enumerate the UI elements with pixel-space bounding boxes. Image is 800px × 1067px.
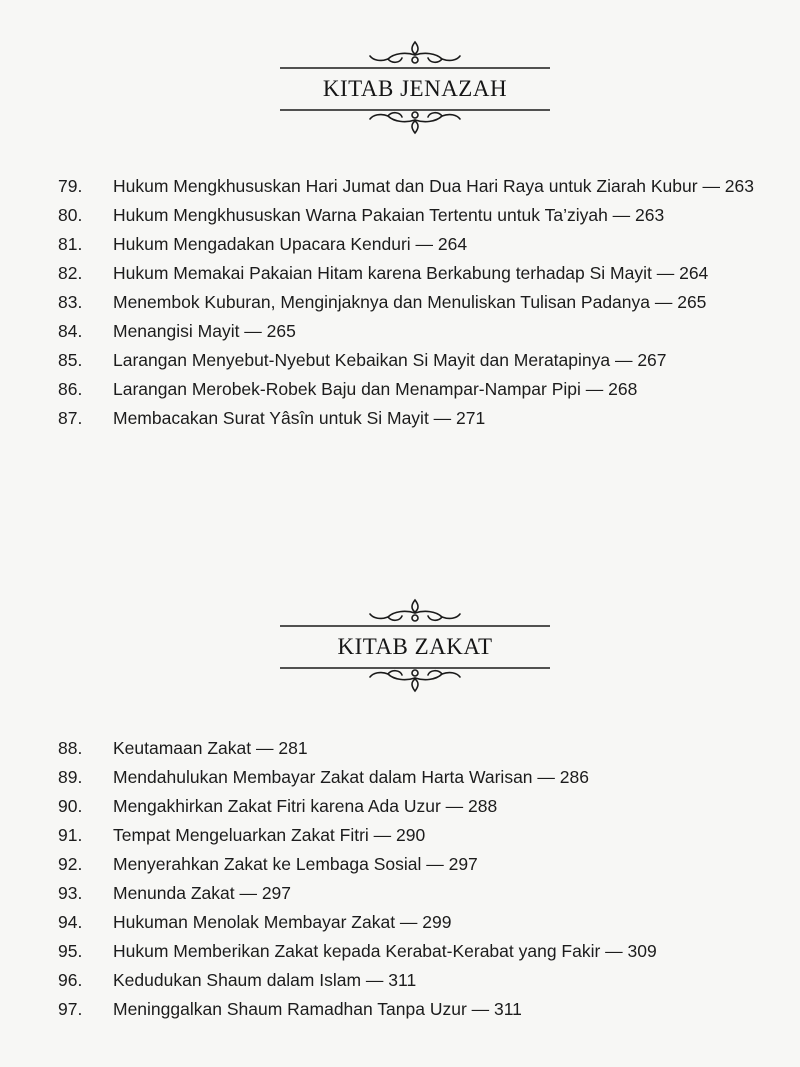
entry-title: Tempat Mengeluarkan Zakat Fitri — 290 (113, 825, 426, 845)
entry-number: 80. (58, 205, 83, 225)
entry-number: 89. (58, 767, 83, 787)
entry-title: Meninggalkan Shaum Ramadhan Tanpa Uzur — 311 (113, 999, 522, 1019)
entry-number: 91. (58, 825, 83, 845)
toc-entry[interactable] (58, 404, 778, 433)
entry-title: Menunda Zakat — 297 (113, 883, 292, 903)
entry-title: Hukum Memberikan Zakat kepada Kerabat-Kerabat yang Fakir — 309 (113, 941, 657, 961)
entry-title: Mengakhirkan Zakat Fitri karena Ada Uzur — 288 (113, 796, 498, 816)
entry-number: 90. (58, 796, 83, 816)
toc-entry[interactable] (58, 937, 778, 966)
section-heading-jenazah (280, 38, 550, 138)
entry-number: 86. (58, 379, 83, 399)
section-heading-zakat (280, 596, 550, 696)
toc-entry[interactable] (58, 230, 778, 259)
entry-title: Hukuman Menolak Membayar Zakat — 299 (113, 912, 452, 932)
toc-entry[interactable] (58, 763, 778, 792)
toc-entry[interactable] (58, 821, 778, 850)
entry-number: 82. (58, 263, 83, 283)
entry-title: Kedudukan Shaum dalam Islam — 311 (113, 970, 417, 990)
entry-title: Hukum Memakai Pakaian Hitam karena Berkabung terhadap Si Mayit — 264 (113, 263, 709, 283)
section-title: KITAB JENAZAH (322, 76, 508, 101)
entry-number: 79. (58, 176, 83, 196)
toc-entry[interactable] (58, 734, 778, 763)
toc-list-zakat (58, 734, 778, 1024)
toc-entry[interactable] (58, 995, 778, 1024)
toc-entry[interactable] (58, 850, 778, 879)
entry-title: Menyerahkan Zakat ke Lembaga Sosial — 297 (113, 854, 478, 874)
toc-entry[interactable] (58, 375, 778, 404)
entry-title: Hukum Mengkhususkan Warna Pakaian Tertentu untuk Ta’ziyah — 263 (113, 205, 665, 225)
entry-title: Hukum Mengkhususkan Hari Jumat dan Dua Hari Raya untuk Ziarah Kubur — 263 (113, 176, 755, 196)
toc-entry[interactable] (58, 879, 778, 908)
entry-title: Larangan Merobek-Robek Baju dan Menampar-Nampar Pipi — 268 (113, 379, 638, 399)
toc-list-jenazah (58, 172, 778, 433)
toc-entry[interactable] (58, 317, 778, 346)
entry-number: 87. (58, 408, 83, 428)
entry-number: 97. (58, 999, 83, 1019)
toc-entry[interactable] (58, 288, 778, 317)
entry-number: 93. (58, 883, 83, 903)
entry-title: Keutamaan Zakat — 281 (113, 738, 308, 758)
entry-title: Hukum Mengadakan Upacara Kenduri — 264 (113, 234, 468, 254)
entry-title: Membacakan Surat Yâsîn untuk Si Mayit — 271 (113, 408, 486, 428)
entry-number: 83. (58, 292, 83, 312)
toc-entry[interactable] (58, 908, 778, 937)
entry-number: 81. (58, 234, 83, 254)
entry-number: 88. (58, 738, 83, 758)
toc-entry[interactable] (58, 966, 778, 995)
entry-number: 96. (58, 970, 83, 990)
entry-title: Larangan Menyebut-Nyebut Kebaikan Si Mayit dan Meratapinya — 267 (113, 350, 667, 370)
toc-entry[interactable] (58, 346, 778, 375)
entry-title: Mendahulukan Membayar Zakat dalam Harta Warisan — 286 (113, 767, 589, 787)
entry-number: 85. (58, 350, 83, 370)
toc-entry[interactable] (58, 172, 778, 201)
entry-title: Menangisi Mayit — 265 (113, 321, 296, 341)
toc-entry[interactable] (58, 792, 778, 821)
section-title: KITAB ZAKAT (337, 634, 493, 659)
toc-entry[interactable] (58, 259, 778, 288)
entry-title: Menembok Kuburan, Menginjaknya dan Menuliskan Tulisan Padanya — 265 (113, 292, 707, 312)
entry-number: 92. (58, 854, 83, 874)
entry-number: 84. (58, 321, 83, 341)
entry-number: 94. (58, 912, 83, 932)
toc-entry[interactable] (58, 201, 778, 230)
entry-number: 95. (58, 941, 83, 961)
